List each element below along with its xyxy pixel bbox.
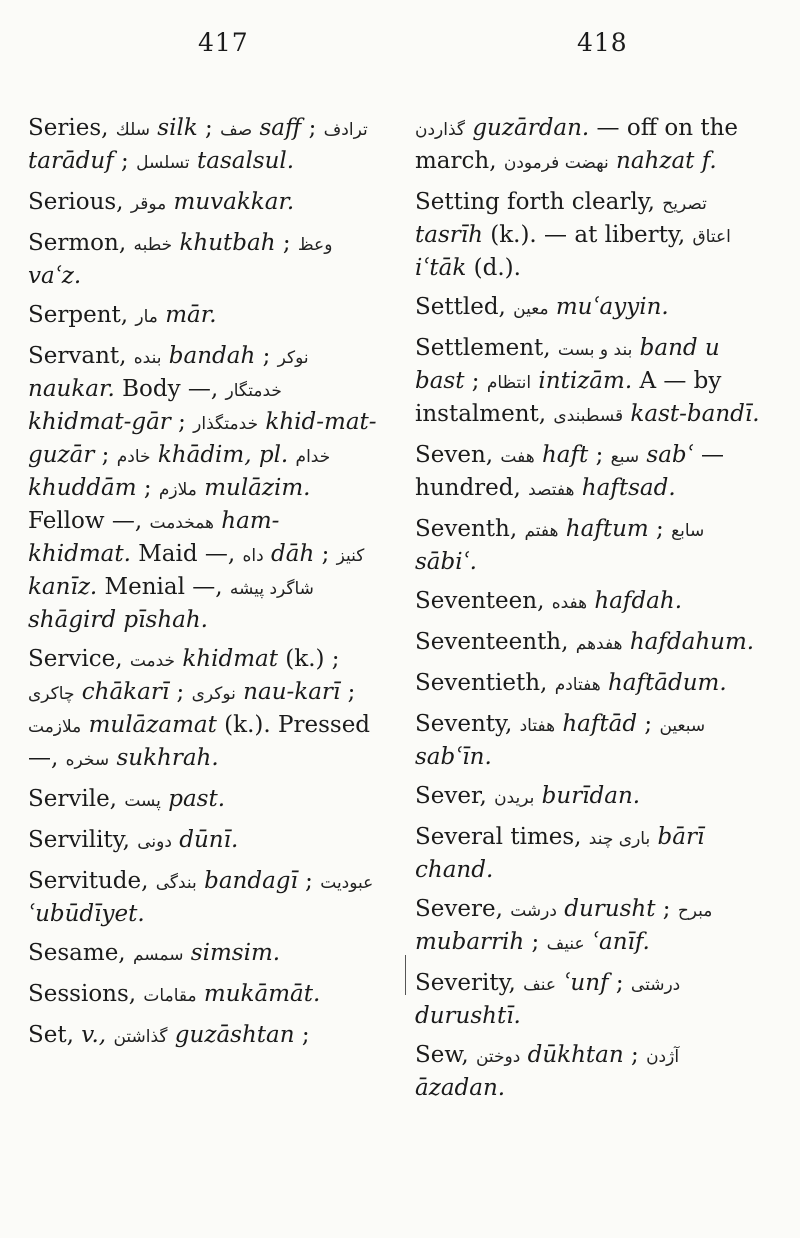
entry-text: ; — [136, 475, 159, 501]
transliteration: khuddām — [28, 475, 137, 501]
transliteration: muvakkar. — [166, 189, 295, 215]
persian-script: ملازم — [158, 480, 197, 500]
entry-headword: Setting forth clearly, — [415, 189, 655, 215]
transliteration: haft — [534, 442, 589, 468]
persian-script: خادم — [116, 447, 151, 467]
persian-script: تصریح — [662, 194, 707, 214]
persian-script: هفتصد — [528, 480, 575, 500]
persian-script: سبعین — [659, 716, 706, 736]
transliteration: pl. — [251, 442, 296, 468]
persian-script: خدمتگذار — [193, 414, 259, 434]
persian-script: سمسم — [132, 945, 184, 965]
transliteration: bandah — [161, 343, 256, 369]
transliteration: khidmat-gār — [28, 409, 171, 435]
persian-script: سخره — [65, 750, 110, 770]
transliteration: muʿayyin. — [548, 294, 669, 320]
transliteration: hafdahum. — [622, 629, 755, 655]
left-column — [28, 113, 380, 1061]
entry-text: ; — [294, 1022, 310, 1048]
persian-script: هفت — [500, 447, 535, 467]
transliteration: ʿanīf. — [584, 929, 650, 955]
entry-headword: Severity, — [415, 970, 516, 996]
transliteration: kanīz. — [28, 574, 98, 600]
persian-script: موقر — [130, 194, 167, 214]
transliteration: haftādum. — [600, 670, 727, 696]
dictionary-entry — [415, 586, 767, 619]
entry-text: Maid —, — [130, 541, 243, 567]
persian-script: پست — [124, 791, 161, 811]
persian-script: گذاشتن — [113, 1027, 168, 1047]
entry-headword: Servile, — [28, 786, 117, 812]
transliteration: guzārdan. — [465, 115, 590, 141]
transliteration: nahzat f. — [608, 148, 717, 174]
entry-text: ; — [464, 368, 487, 394]
entry-text: (k.) ; — [277, 646, 340, 672]
dictionary-entry — [28, 300, 380, 333]
page-number-left: 417 — [198, 28, 249, 57]
persian-script: چاکری — [28, 684, 75, 704]
persian-script: بریدن — [494, 788, 535, 808]
dictionary-entry — [28, 113, 380, 179]
dictionary-entry — [415, 440, 767, 506]
persian-script: درشتی — [630, 975, 681, 995]
dictionary-entry — [28, 228, 380, 292]
entry-text: ; — [169, 679, 192, 705]
persian-script: مقامات — [143, 986, 197, 1006]
entry-headword: Set, — [28, 1022, 74, 1048]
entry-text: ; — [94, 442, 117, 468]
transliteration: chākarī — [74, 679, 170, 705]
transliteration: shāgird pīshah. — [28, 607, 208, 633]
persian-script: سبع — [610, 447, 640, 467]
persian-script: اعتاق — [692, 227, 731, 247]
entry-text: ; — [655, 896, 678, 922]
dictionary-entry — [415, 113, 767, 179]
persian-script: صف — [220, 120, 253, 140]
transliteration: vaʿz. — [28, 263, 82, 289]
persian-script: دوختن — [475, 1047, 521, 1067]
persian-script: وعظ — [297, 235, 333, 255]
transliteration: past. — [160, 786, 226, 812]
persian-script: قسطبندی — [553, 406, 624, 426]
entry-text: ; — [588, 442, 611, 468]
dictionary-entry — [28, 341, 380, 636]
entry-headword: Seven, — [415, 442, 494, 468]
dictionary-entry — [415, 333, 767, 432]
transliteration: ʿubūdīyet. — [28, 901, 145, 927]
transliteration: haftsad. — [574, 475, 676, 501]
persian-script: انتظام — [486, 373, 532, 393]
dictionary-entry — [415, 822, 767, 886]
entry-headword: Settled, — [415, 294, 506, 320]
persian-script: عنیف — [546, 934, 585, 954]
persian-script: بند و بست — [557, 340, 633, 360]
transliteration: simsim. — [183, 940, 281, 966]
transliteration: intizām. — [531, 368, 633, 394]
dictionary-entry — [28, 1020, 380, 1053]
entry-text: ; — [623, 1042, 647, 1068]
entry-headword: Service, — [28, 646, 123, 672]
entry-headword: Seventeenth, — [415, 629, 569, 655]
persian-script: خدمتگار — [225, 381, 282, 401]
entry-text: Fellow —, — [28, 508, 150, 534]
persian-script: بنده — [133, 348, 162, 368]
transliteration: silk — [149, 115, 198, 141]
entry-text: ; — [340, 679, 356, 705]
persian-script: ملازمت — [28, 717, 82, 737]
transliteration: sabʿīn. — [415, 744, 492, 770]
entry-headword: Settlement, — [415, 335, 551, 361]
entry-text: Body —, — [114, 376, 226, 402]
transliteration: haftād — [555, 711, 638, 737]
persian-script: مار — [135, 307, 158, 327]
transliteration: dūkhtan — [520, 1042, 624, 1068]
entry-headword: Sermon, — [28, 230, 127, 256]
entry-text: ; — [608, 970, 631, 996]
transliteration: khutbah — [172, 230, 276, 256]
entry-text: ; — [648, 516, 672, 542]
dictionary-entry — [415, 709, 767, 773]
entry-text: Menial —, — [97, 574, 230, 600]
transliteration: v., — [81, 1022, 114, 1048]
persian-script: نهضت فرمودن — [503, 153, 609, 173]
transliteration: tarāduf — [28, 148, 114, 174]
dictionary-entry — [415, 968, 767, 1032]
entry-text: ; — [297, 868, 321, 894]
persian-script: خدام — [295, 447, 331, 467]
persian-script: ترادف — [323, 120, 368, 140]
page-number-right: 418 — [577, 28, 628, 57]
persian-script: تسلسل — [136, 153, 190, 173]
persian-script: هفتادم — [554, 675, 601, 695]
persian-script: هفتم — [524, 521, 559, 541]
entry-text: ; — [637, 711, 660, 737]
dictionary-entry — [28, 644, 380, 776]
entry-text: ; — [301, 115, 324, 141]
persian-script: هفده — [551, 593, 588, 613]
transliteration: bandagī — [196, 868, 298, 894]
persian-script: خطبه — [133, 235, 173, 255]
entry-text: — hundred, — [415, 442, 725, 501]
persian-script: گذاردن — [415, 120, 466, 140]
persian-script: باری چند — [588, 829, 651, 849]
dictionary-entry — [415, 1040, 767, 1104]
persian-script: بندگی — [155, 873, 197, 893]
dictionary-entry — [415, 187, 767, 284]
transliteration: mulāzim. — [196, 475, 311, 501]
right-column — [415, 113, 767, 1112]
persian-script: شاگرد پیشه — [229, 579, 314, 599]
entry-headword: Sessions, — [28, 981, 137, 1007]
entry-headword: Sever, — [415, 783, 487, 809]
entry-headword: Several times, — [415, 824, 582, 850]
dictionary-entry — [415, 894, 767, 960]
transliteration: ʿunf — [556, 970, 609, 996]
transliteration: mulāzamat — [81, 712, 217, 738]
dictionary-entry — [415, 292, 767, 325]
entry-text: ; — [275, 230, 298, 256]
transliteration: tasrīh — [415, 222, 483, 248]
transliteration: sukhrah. — [109, 745, 219, 771]
persian-script: آژدن — [646, 1047, 680, 1067]
entry-headword: Sesame, — [28, 940, 126, 966]
persian-script: سلك — [115, 120, 150, 140]
entry-text: ; — [255, 343, 278, 369]
transliteration: sābiʿ. — [415, 549, 477, 575]
dictionary-entry — [28, 866, 380, 930]
transliteration: dūnī. — [171, 827, 239, 853]
entry-headword: Servility, — [28, 827, 130, 853]
transliteration: sabʿ — [639, 442, 694, 468]
persian-script: خدمت — [129, 651, 176, 671]
transliteration: hafdah. — [587, 588, 683, 614]
entry-headword: Servant, — [28, 343, 127, 369]
entry-text: ; — [197, 115, 221, 141]
entry-headword: Sew, — [415, 1042, 469, 1068]
persian-script: دونی — [137, 832, 172, 852]
dictionary-entry — [28, 187, 380, 220]
persian-script: سابع — [671, 521, 705, 541]
entry-headword: Seventieth, — [415, 670, 548, 696]
dictionary-entry — [28, 784, 380, 817]
entry-headword: Seventy, — [415, 711, 513, 737]
entry-text: (k.). Pressed —, — [28, 712, 371, 771]
persian-script: نوکر — [277, 348, 309, 368]
transliteration: mukāmāt. — [196, 981, 321, 1007]
persian-script: هفدهم — [575, 634, 623, 654]
entry-text: — off on the march, — [415, 115, 739, 174]
dictionary-entry — [28, 979, 380, 1012]
transliteration: khidmat — [175, 646, 278, 672]
transliteration: band u bast — [415, 335, 720, 394]
transliteration: khid-mat-guzār — [28, 409, 377, 468]
entry-text: (d.). — [466, 255, 521, 281]
transliteration: tasalsul. — [189, 148, 295, 174]
entry-headword: Seventh, — [415, 516, 518, 542]
transliteration: durushtī. — [415, 1003, 521, 1029]
transliteration: iʿtāk — [415, 255, 467, 281]
entry-headword: Serpent, — [28, 302, 129, 328]
dictionary-entry — [415, 668, 767, 701]
transliteration: haftum — [558, 516, 649, 542]
persian-script: هفتاد — [519, 716, 556, 736]
entry-text: ; — [314, 541, 337, 567]
entry-headword: Seventeen, — [415, 588, 545, 614]
transliteration: burīdan. — [534, 783, 641, 809]
entry-text: ; — [524, 929, 547, 955]
persian-script: کنیز — [336, 546, 365, 566]
transliteration: ham-khidmat. — [28, 508, 280, 567]
dictionary-entry — [28, 825, 380, 858]
transliteration: guzāshtan — [167, 1022, 295, 1048]
dictionary-entry — [415, 781, 767, 814]
persian-script: نوکری — [191, 684, 236, 704]
transliteration: nau-karī — [235, 679, 341, 705]
entry-headword: Severe, — [415, 896, 503, 922]
persian-script: داه — [242, 546, 264, 566]
persian-script: معین — [513, 299, 549, 319]
persian-script: همخدمت — [149, 513, 214, 533]
dictionary-entry — [28, 938, 380, 971]
persian-script: عبودیت — [320, 873, 374, 893]
transliteration: mār. — [157, 302, 217, 328]
transliteration: saff — [252, 115, 302, 141]
entry-headword: Series, — [28, 115, 109, 141]
persian-script: درشت — [510, 901, 557, 921]
entry-text: (k.). — at liberty, — [482, 222, 693, 248]
transliteration: kast-bandī. — [623, 401, 760, 427]
entry-text: ; — [170, 409, 194, 435]
transliteration: dāh — [263, 541, 315, 567]
entry-headword: Servitude, — [28, 868, 149, 894]
entry-headword: Serious, — [28, 189, 124, 215]
entry-text: ; — [113, 148, 137, 174]
persian-script: عنف — [523, 975, 557, 995]
dictionary-entry — [415, 627, 767, 660]
transliteration: bārī chand. — [415, 824, 705, 883]
transliteration: durusht — [556, 896, 656, 922]
entry-text: A — by instalment, — [415, 368, 722, 427]
column-rule — [405, 955, 406, 995]
transliteration: naukar. — [28, 376, 115, 402]
transliteration: mubarrih — [415, 929, 525, 955]
dictionary-entry — [415, 514, 767, 578]
persian-script: مبرح — [677, 901, 713, 921]
transliteration: āzadan. — [415, 1075, 506, 1101]
transliteration: khādim, — [150, 442, 252, 468]
